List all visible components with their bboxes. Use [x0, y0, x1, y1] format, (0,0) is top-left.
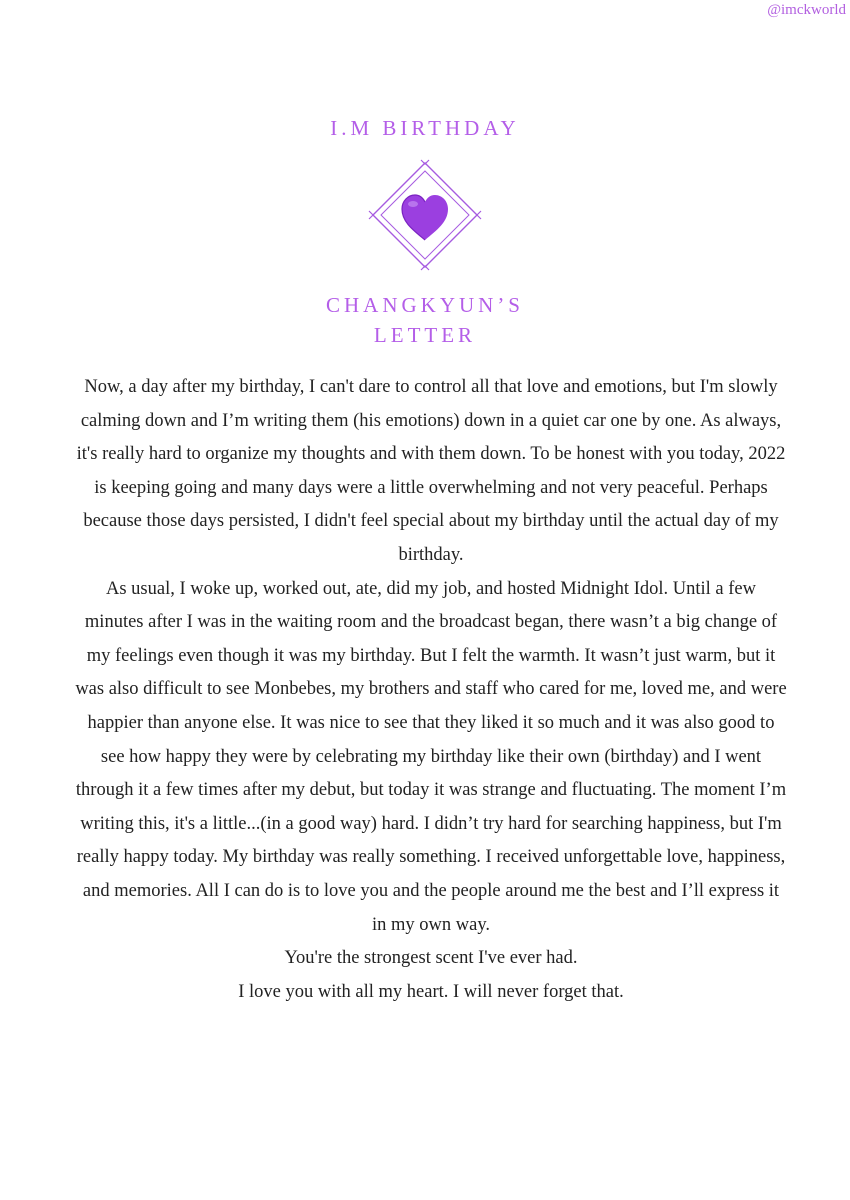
diamond-frame-icon [364, 158, 486, 272]
page-subtitle [0, 290, 850, 350]
heart-emblem [364, 158, 486, 272]
letter-paragraph: Now, a day after my birthday, I can't dare to control all that love and emotions, but I'm slowly calming down and I’m writing them (his emotions) down in a quiet car one by one. As always, it's really hard to organize my thoughts and with them down. To be honest with you today, 2022 is keeping going and many days were a little overwhelming and not very peaceful. Perhaps because those days persisted, I didn't feel special about my birthday until the actual day of my birthday. [76, 377, 786, 565]
letter-paragraph: You're the strongest scent I've ever had. [284, 948, 578, 969]
letter-paragraph: I love you with all my heart. I will never forget that. [238, 981, 624, 1002]
subtitle-line-2: LETTER [373, 323, 477, 347]
letter-body [75, 371, 787, 1009]
page-title: I.M BIRTHDAY [330, 116, 520, 140]
purple-heart-icon [402, 195, 448, 240]
letter-paragraph: As usual, I woke up, worked out, ate, did my job, and hosted Midnight Idol. Until a few minutes after I was in the waiting room and the broadcast began, there wasn’t a big change of my feelings even though it was my birthday. But I felt the warmth. It wasn’t just warm, but it was also difficult to see Monbebes, my brothers and staff who cared for me, loved me, and were happier than anyone else. It was nice to see that they liked it so much and it was also good to see how happy they were by celebrating my birthday like their own (birthday) and I went through it a few times after my debut, but today it was strange and fluctuating. The moment I’m writing this, it's a little...(in a good way) hard. I didn’t try hard for searching happiness, but I'm really happy today. My birthday was really something. I received unforgettable love, happiness, and memories. All I can do is to love you and the people around me the best and I’ll express it in my own way. [75, 578, 787, 935]
subtitle-line-1: CHANGKYUN’S [325, 293, 524, 317]
watermark-handle: @imckworld [767, 2, 846, 18]
